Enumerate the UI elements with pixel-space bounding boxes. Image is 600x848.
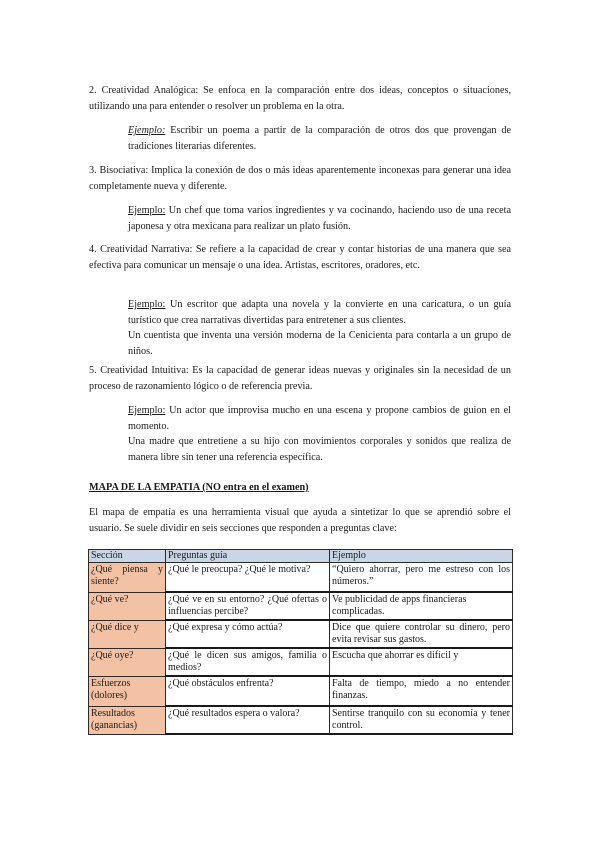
example-text: Un chef que toma varios ingredientes y va cocinando, haciendo uso de una receta japonesa y otra mexicana para realizar un plato fusión. (128, 205, 511, 232)
example-cell: “Quiero ahorrar, pero me estreso con los números.” (330, 563, 513, 593)
section-cell: ¿Qué ve? (89, 592, 166, 620)
header-cell: Preguntas guía (166, 550, 330, 563)
table-row (89, 592, 513, 620)
guide-cell: ¿Qué ve en su entorno? ¿Qué ofertas o influencias percibe? (166, 592, 330, 620)
example-cell: Sentirse tranquilo con su economía y tener control. (330, 706, 513, 734)
example-paragraph (128, 403, 511, 434)
guide-cell: ¿Qué obstáculos enfrenta? (166, 676, 330, 706)
guide-cell: ¿Qué expresa y cómo actúa? (166, 620, 330, 648)
item-4-example (128, 297, 511, 359)
example-label: Ejemplo: (128, 205, 166, 216)
section-cell: Esfuerzos (dolores) (89, 676, 166, 706)
section-heading: MAPA DE LA EMPATIA (NO entra en el examen) (89, 482, 309, 493)
header-cell: Sección (89, 550, 166, 563)
example-cell: Dice que quiere controlar su dinero, pero evita revisar sus gastos. (330, 620, 513, 648)
item-2-example (128, 123, 511, 154)
item-2-text: 2. Creatividad Analógica: Se enfoca en la comparación entre dos ideas, conceptos o situaciones, utilizando una para entender o resolver un problema en la otra. (89, 85, 511, 112)
example-cell: Escucha que ahorrar es difícil y (330, 648, 513, 676)
table-row (89, 706, 513, 734)
example-label: Ejemplo: (128, 125, 166, 136)
example-cell: Falta de tiempo, miedo a no entender finanzas. (330, 676, 513, 706)
table-row (89, 563, 513, 593)
example-paragraph (128, 203, 511, 234)
item-5-example (128, 403, 511, 465)
example-label: Ejemplo: (128, 299, 166, 310)
intro-paragraph: El mapa de empatía es una herramienta visual que ayuda a sintetizar lo que se aprendió sobre el usuario. Se suele dividir en seis secciones que responden a preguntas clave: (89, 507, 511, 534)
table-row (89, 620, 513, 648)
item-5-text: 5. Creatividad Intuitiva: Es la capacidad de generar ideas nuevas y originales sin la necesidad de un proceso de razonamiento lógico o de referencia previa. (89, 365, 511, 392)
example-cell-text: Ve publicidad de apps financieras complicadas. (332, 594, 467, 617)
section-cell: Resultados (ganancias) (89, 706, 166, 734)
example-text: Un escritor que adapta una novela y la convierte en una caricatura, o un guía turístico que crea narrativas divertidas para entretener a sus clientes. (128, 299, 512, 326)
item-4-text: 4. Creatividad Narrativa: Se refiere a la capacidad de crear y contar historias de una manera que sea efectiva para comunicar un mensaje o una idea. Artistas, escritores, oradores, etc. (89, 244, 511, 271)
item-3-example (128, 203, 511, 234)
section-cell: ¿Qué dice y (89, 620, 166, 648)
table-row (89, 648, 513, 676)
table-header-row (89, 550, 513, 563)
example-paragraph: Un cuentista que inventa una versión moderna de la Cenicienta para contarla a un grupo de niños. (128, 330, 511, 357)
example-cell (330, 592, 513, 620)
guide-cell: ¿Qué le preocupa? ¿Qué le motiva? (166, 563, 330, 593)
item-3-text: 3. Bisociativa: Implica la conexión de dos o más ideas aparentemente inconexas para generar una idea completamente nueva y diferente. (89, 165, 511, 192)
section-cell: ¿Qué piensa y siente? (89, 563, 166, 593)
header-cell: Ejemplo (330, 550, 513, 563)
example-paragraph: Una madre que entretiene a su hijo con movimientos corporales y sonidos que realiza de manera libre sin tener una referencia específica. (128, 436, 511, 463)
table-row (89, 676, 513, 706)
example-paragraph (128, 297, 511, 328)
example-text: Escribir un poema a partir de la comparación de otros dos que provengan de tradiciones literarias diferentes. (128, 125, 511, 152)
guide-cell: ¿Qué le dicen sus amigos, familia o medios? (166, 648, 330, 676)
example-text: Un actor que improvisa mucho en una escena y propone cambios de guion en el momento. (128, 405, 511, 432)
empathy-map-table (88, 549, 513, 735)
example-label: Ejemplo: (128, 405, 166, 416)
guide-cell: ¿Qué resultados espera o valora? (166, 706, 330, 734)
example-paragraph (128, 123, 511, 154)
section-cell: ¿Qué oye? (89, 648, 166, 676)
